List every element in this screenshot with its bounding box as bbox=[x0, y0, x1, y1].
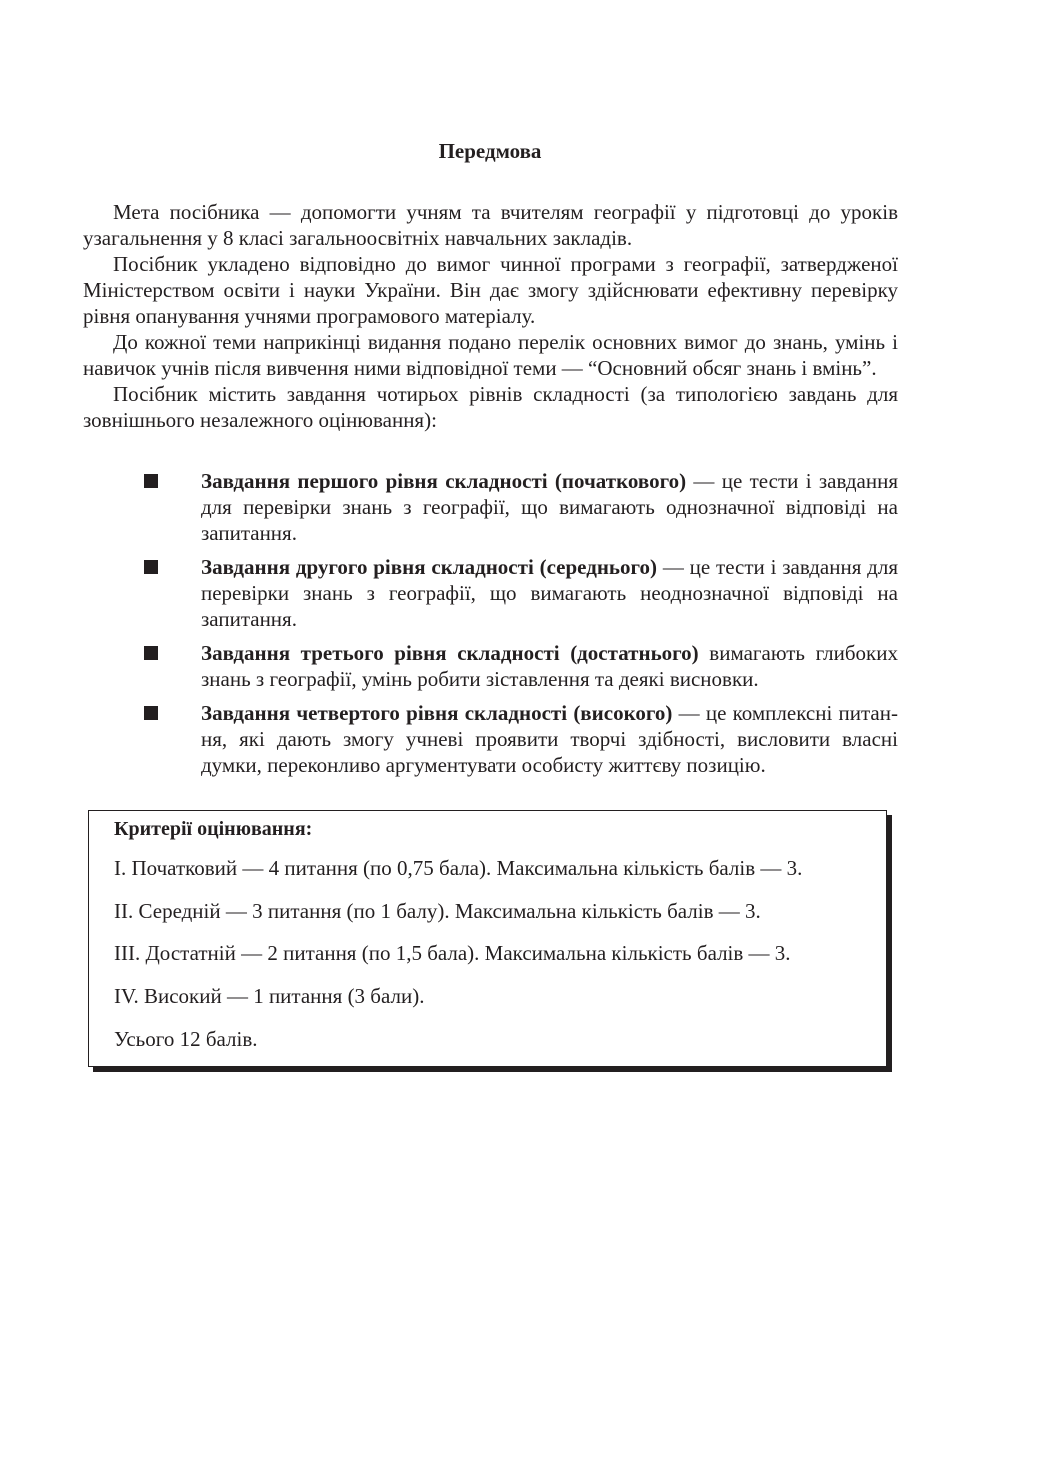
intro-paragraph: До кожної теми наприкінці видання подано перелік основних вимог до знань, умінь і навичок учнів після вивчення ними відповідної теми — “Основний обсяг знань і вмінь”. bbox=[83, 330, 898, 380]
intro-paragraph: Мета посібника — допомогти учням та вчителям географії у підготовці до уроків узагальнення у 8 класі загальноосвітніх навчальних закладів. bbox=[83, 200, 898, 250]
criteria-line: III. Достатній — 2 питання (по 1,5 бала). Максимальна кількість балів — 3. bbox=[114, 941, 791, 965]
level-heading: Завдання четвертого рівня складності (високого) bbox=[201, 701, 673, 725]
levels-list bbox=[143, 468, 898, 786]
square-bullet-icon bbox=[144, 474, 158, 488]
criteria-total: Усього 12 балів. bbox=[114, 1027, 258, 1051]
level-item bbox=[143, 700, 898, 778]
level-description: — це тести і завдання для перевірки знань з географії, що вимагають неоднозначної відповіді на запитання. bbox=[201, 555, 899, 631]
intro-text bbox=[83, 199, 898, 433]
square-bullet-icon bbox=[144, 560, 158, 574]
square-bullet-icon bbox=[144, 706, 158, 720]
criteria-box bbox=[88, 810, 887, 1067]
page-title: Передмова bbox=[438, 139, 542, 163]
criteria-line: II. Середній — 3 питання (по 1 балу). Максимальна кількість балів — 3. bbox=[114, 899, 761, 923]
intro-paragraph: Посібник укладено відповідно до вимог чинної програми з географії, затвердженої Міністерством освіти і науки України. Він дає змогу здійснювати ефективну перевірку рівня опанування учнями програмового матеріалу. bbox=[83, 252, 898, 328]
criteria-title: Критерії оцінювання: bbox=[114, 818, 313, 840]
level-description: — це комплексні питання, які дають змогу учневі проявити творчі здібності, висловити власні думки, переконливо аргументувати особисту життєву позицію. bbox=[201, 701, 898, 777]
square-bullet-icon bbox=[144, 646, 158, 660]
criteria-line: I. Початковий — 4 питання (по 0,75 бала). Максимальна кількість балів — 3. bbox=[114, 856, 803, 880]
level-item bbox=[143, 468, 898, 546]
level-heading: Завдання другого рівня складності (середнього) bbox=[201, 555, 658, 579]
criteria-line: IV. Високий — 1 питання (3 бали). bbox=[114, 984, 425, 1008]
level-heading: Завдання третього рівня складності (достатнього) bbox=[201, 641, 699, 665]
intro-paragraph: Посібник містить завдання чотирьох рівнів складності (за типологією завдань для зовнішнього незалежного оцінювання): bbox=[83, 382, 898, 432]
level-description: — це тести і завдання для перевірки знань з географії, що вимагають однозначної відповіді на запитання. bbox=[201, 469, 898, 545]
level-item bbox=[143, 640, 898, 692]
level-item bbox=[143, 554, 898, 632]
level-description: вимагають глибоких знань з географії, умінь робити зіставлення та деякі висновки. bbox=[201, 641, 898, 691]
level-heading: Завдання першого рівня складності (початкового) bbox=[201, 469, 687, 493]
